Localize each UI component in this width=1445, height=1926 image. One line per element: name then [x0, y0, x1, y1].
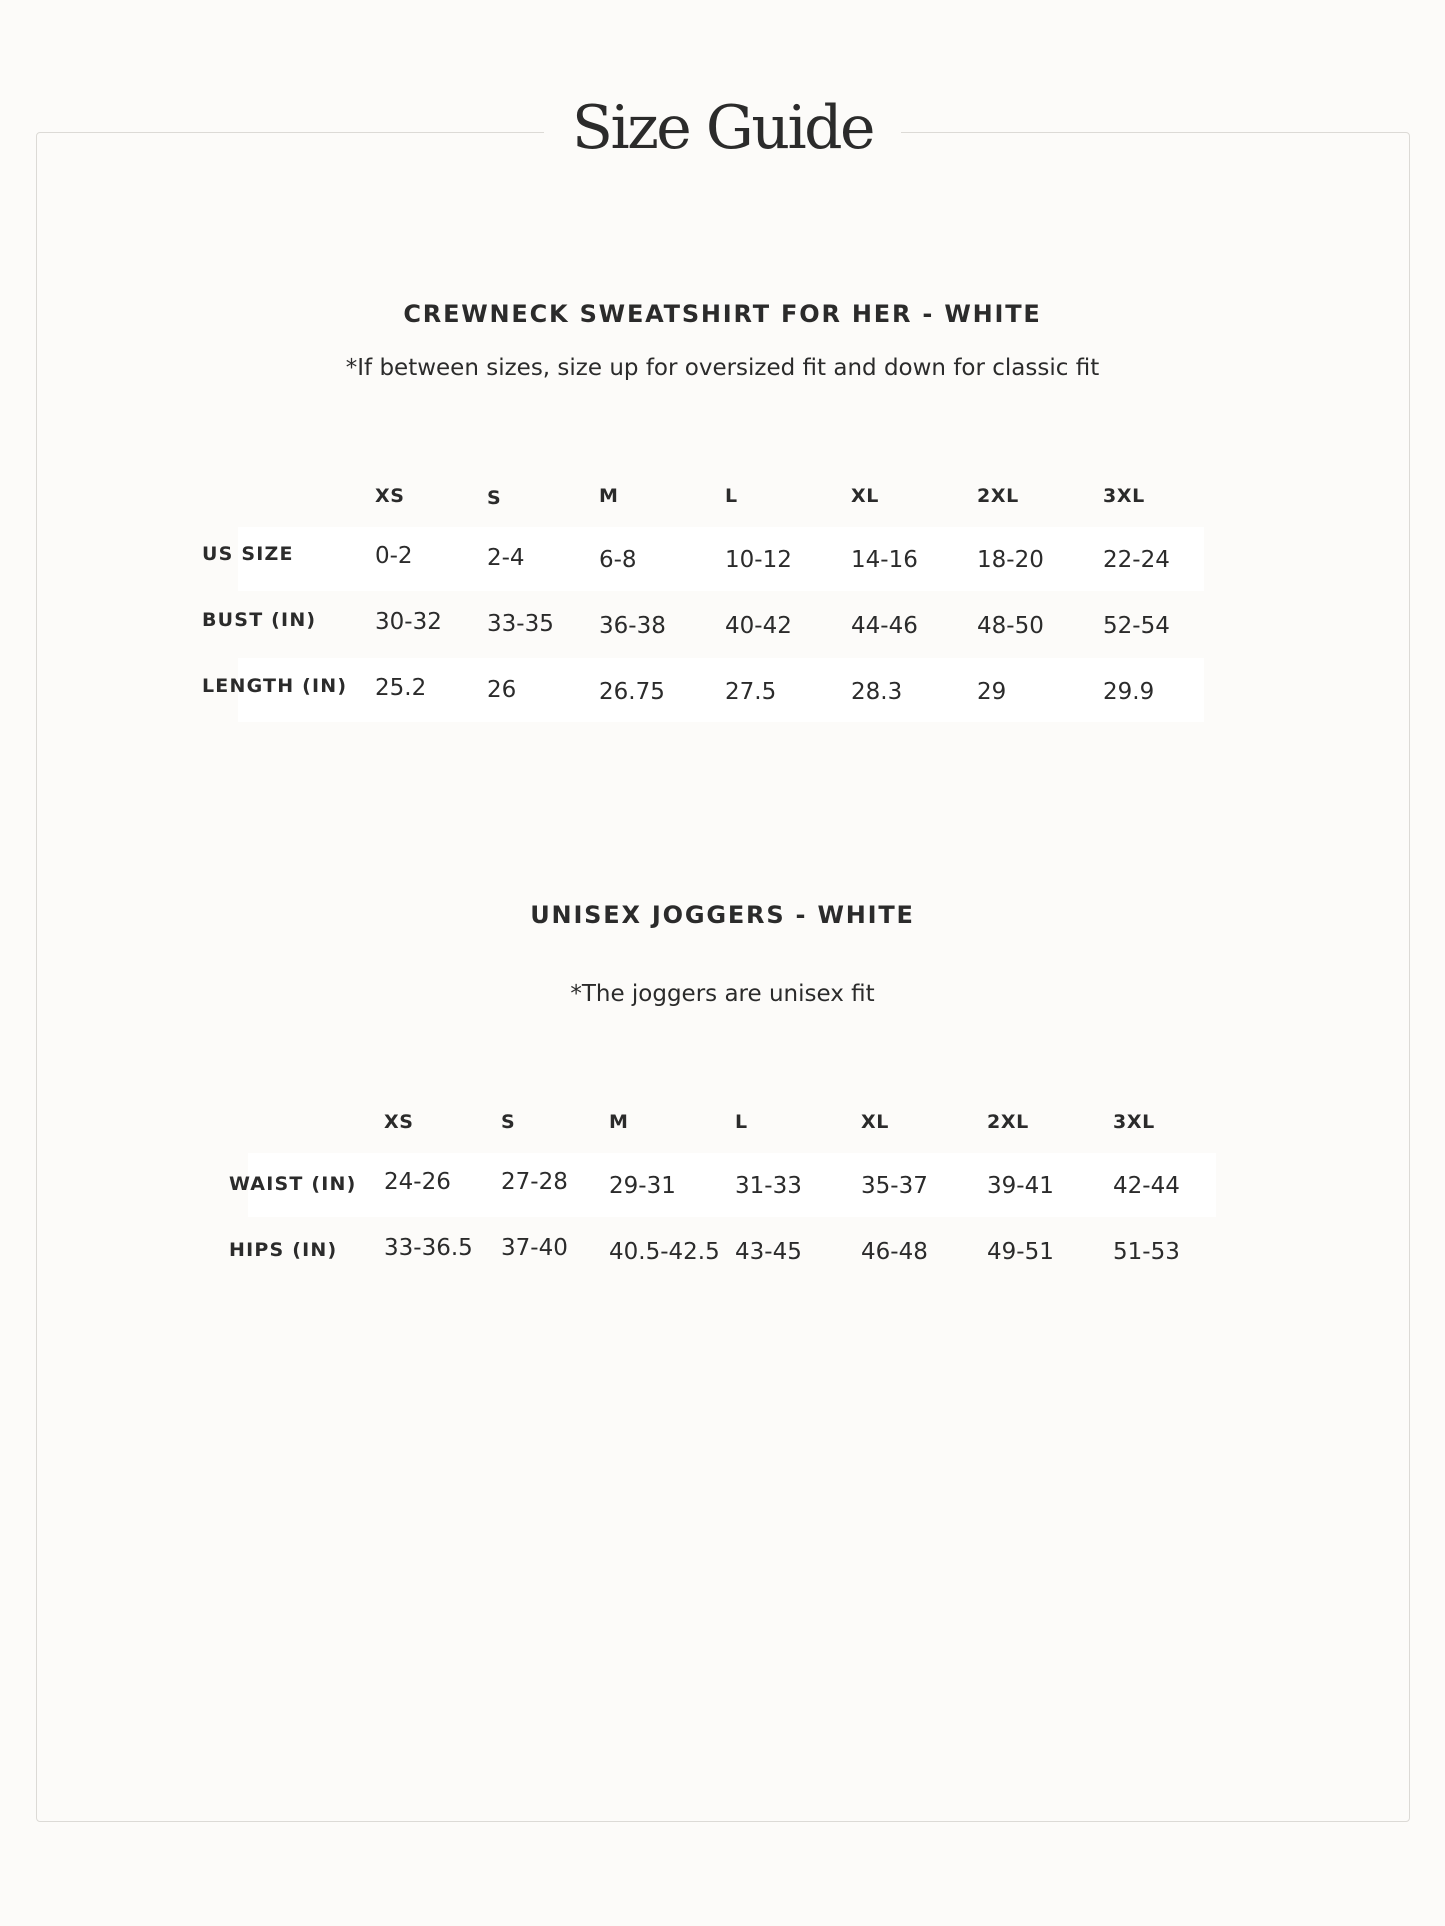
size-header-3xl: 3XL: [1103, 485, 1145, 507]
page-title: [0, 88, 1445, 168]
page-title-text: Size Guide: [544, 93, 901, 163]
row-label-bust: BUST (IN): [202, 609, 317, 631]
table-cell: 28.3: [851, 679, 903, 705]
table-cell: 30-32: [375, 609, 442, 635]
table-cell: 25.2: [375, 675, 427, 701]
row-label-length: LENGTH (IN): [202, 675, 348, 697]
size-header-s: S: [501, 1111, 516, 1133]
table-cell: 46-48: [861, 1239, 928, 1265]
size-header-xl: XL: [861, 1111, 889, 1133]
joggers-section-title: UNISEX JOGGERS - WHITE: [530, 901, 915, 929]
table-cell: 42-44: [1113, 1173, 1180, 1199]
size-header-m: M: [609, 1111, 629, 1133]
size-header-xl: XL: [851, 485, 879, 507]
size-guide-frame: [36, 132, 1410, 1822]
table-cell: 36-38: [599, 613, 666, 639]
table-cell: 43-45: [735, 1239, 802, 1265]
table-cell: 6-8: [599, 547, 637, 573]
table-cell: 44-46: [851, 613, 918, 639]
size-header-m: M: [599, 485, 619, 507]
size-header-s: S: [487, 487, 502, 509]
table-cell: 52-54: [1103, 613, 1170, 639]
table-cell: 39-41: [987, 1173, 1054, 1199]
table-cell: 33-36.5: [384, 1235, 473, 1261]
table-cell: 51-53: [1113, 1239, 1180, 1265]
size-header-2xl: 2XL: [977, 485, 1019, 507]
table-cell: 22-24: [1103, 547, 1170, 573]
table-cell: 37-40: [501, 1235, 568, 1261]
table-cell: 14-16: [851, 547, 918, 573]
row-label-us-size: US SIZE: [202, 543, 294, 565]
table-cell: 24-26: [384, 1169, 451, 1195]
row-label-hips: HIPS (IN): [229, 1239, 338, 1261]
table-cell: 49-51: [987, 1239, 1054, 1265]
size-header-xs: XS: [384, 1111, 414, 1133]
size-header-2xl: 2XL: [987, 1111, 1029, 1133]
table-cell: 0-2: [375, 543, 413, 569]
table-cell: 40.5-42.5: [609, 1239, 720, 1265]
table-cell: 29: [977, 679, 1007, 705]
size-header-l: L: [735, 1111, 748, 1133]
table-cell: 2-4: [487, 545, 525, 571]
table-cell: 35-37: [861, 1173, 928, 1199]
sweatshirt-fit-note: *If between sizes, size up for oversized fit and down for classic fit: [345, 355, 1100, 381]
table-cell: 29.9: [1103, 679, 1155, 705]
table-cell: 27-28: [501, 1169, 568, 1195]
table-cell: 48-50: [977, 613, 1044, 639]
table-cell: 29-31: [609, 1173, 676, 1199]
table-cell: 18-20: [977, 547, 1044, 573]
size-header-3xl: 3XL: [1113, 1111, 1155, 1133]
table-cell: 31-33: [735, 1173, 802, 1199]
size-header-xs: XS: [375, 485, 405, 507]
table-cell: 26.75: [599, 679, 665, 705]
table-cell: 33-35: [487, 611, 554, 637]
table-cell: 10-12: [725, 547, 792, 573]
size-header-l: L: [725, 485, 738, 507]
row-label-waist: WAIST (IN): [229, 1173, 357, 1195]
table-cell: 27.5: [725, 679, 777, 705]
table-cell: 26: [487, 677, 517, 703]
joggers-fit-note: *The joggers are unisex fit: [570, 981, 875, 1007]
table-cell: 40-42: [725, 613, 792, 639]
sweatshirt-section-title: CREWNECK SWEATSHIRT FOR HER - WHITE: [403, 300, 1042, 328]
